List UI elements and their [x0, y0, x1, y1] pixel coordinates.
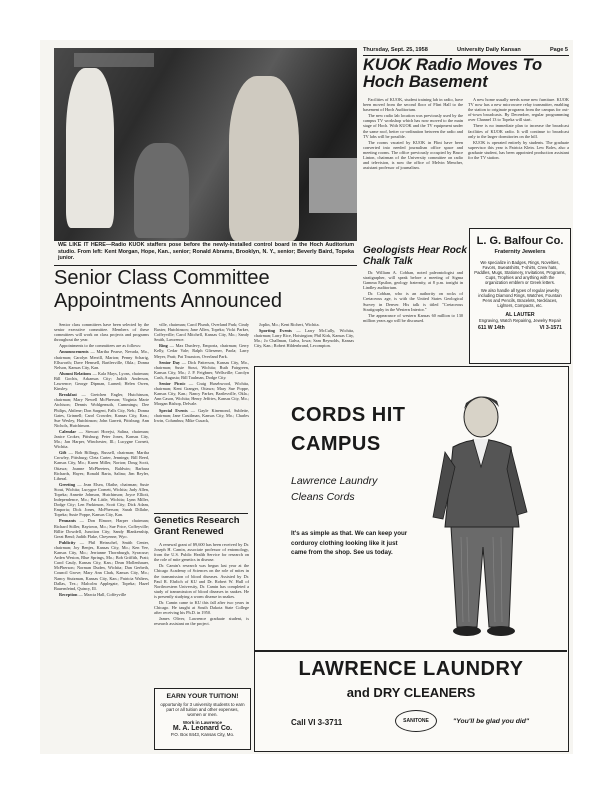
- committee-members: Joplin, Mo.; Kent Richert, Wichita.: [259, 322, 320, 327]
- committee-name: Breakfast: [59, 392, 77, 398]
- wall-panel: [74, 53, 154, 67]
- committee-name: Reception: [59, 591, 78, 597]
- committee-name: Sporting Events: [259, 328, 292, 334]
- tuition-text: opportunity for 3 university students to earn part or all tuition and other expenses, women or men.: [160, 702, 245, 718]
- page-number: Page 5: [549, 47, 568, 53]
- tuition-ad: [154, 688, 251, 750]
- genetics-paragraph: Dr. Camin's research was begun last year at the Chicago Academy of Sciences on the role of mites in the transmission of blood diseases. Assisted by Dr. Paul R. Ehrlich of KU and Dr. Robert W. Hull of Northwestern University, Dr. Camin has completed a study of transmission of blood diseases in snakes. He is presently studying a worm disease in snakes.: [154, 563, 249, 599]
- publication-name: University Daily Kansan: [457, 47, 521, 53]
- balfour-address: 611 W 14th: [478, 325, 505, 331]
- geology-paragraph: Dr. Cobban, who is an authority on rocks of Cretaceous age, is with the United States Geological Survey in Denver. His talk is titled "Cretaceous Stratigraphy in the Western Interior.": [363, 291, 463, 312]
- sanitone-seal: SANITONE: [395, 710, 437, 732]
- laundry-ad: [254, 366, 569, 752]
- senior-intro: Senior class committees have been selected by the senior executive committee. Members of these committees will work on class projects and programs throughout the year.: [54, 322, 149, 343]
- geology-paragraph: The appearance of western Kansas 60 million to 130 million years ago will be discussed.: [363, 312, 463, 323]
- laundry-tagline-2: Cleans Cords: [291, 491, 355, 503]
- balfour-line: We also handle all types of regular jewelry including Diamond Rings, Watches, Fountain Pens and Pencils, Bracelets, Necklaces, Lighters, Compacts, etc.: [478, 288, 562, 308]
- senior-headline: Senior Class Committee Appointments Announced: [54, 267, 282, 312]
- geology-paragraph: Dr. William A. Cobban, noted paleontologist and stratigrapher, will speak before a meeting of Sigma Gamma Epsilon, geology fraternity, at 8 p.m. tonight in Lindley auditorium.: [363, 270, 463, 291]
- committee-name: Ring: [159, 343, 168, 349]
- laundry-pitch: It's as simple as that. We can keep your corduroy clothing looking like it just came from the shop. See us today.: [291, 530, 408, 557]
- kuok-paragraph: KUOK is operated entirely by students. The graduate supervisor this year is Patricia Klein. Lew Boles, also a graduate student, has been appointed production assistant for the TV station.: [468, 139, 569, 161]
- laundry-headline-1: CORDS HIT: [291, 404, 406, 426]
- balfour-subtitle: Fraternity Jewelers: [494, 249, 546, 255]
- committee-name: Announcements: [59, 349, 89, 355]
- geology-headline: Geologists Hear Rock Chalk Talk: [363, 245, 467, 267]
- committee-members: — Gretchen Engler, Hutchinson, chairman; Mary Newell McPherson; Virginia Marie Atchison; Dennis Wohlgemuth, Cummings; Dee Philips, Abilene; Don Sargent, Falls City, Neb.; Donna Gates, Grinnell; Carol Crowder, Kansas City, Kan.; Sue Wesley, Hutchinson; John Garrett, Pittsburg; Ann Nichols, Hutchinson.: [54, 392, 149, 428]
- newspaper-page: [40, 40, 573, 754]
- committee-members: ville, chairman; Carol Plumb, Overland Park; Cindy Baxter, Hutchinson; Jane Allen, Topeka; Vicki Parker, Coffeyville; Carol Mitchell, Kansas City, Mo.; Sandy Smith, Lawrence.: [154, 322, 249, 343]
- tuition-location: Work in Lawrence: [182, 719, 223, 725]
- committee-members: — Kala Mays, Lyons, chairman; Bill Gochis, Arkansas City; Judith Anderson, Lawrence; George Dipman, Larned; Helen Owen, Kinsley.: [54, 370, 149, 392]
- kuok-paragraph: Facilities of KUOK, student training lab in radio, have been moved from the second floor of Flint Hall to the basement of Hoch Auditorium.: [363, 97, 463, 113]
- laundry-tagline-1: Lawrence Laundry: [291, 475, 378, 487]
- committee-name: Alumni Relations: [59, 370, 92, 376]
- kuok-headline: KUOK Radio Moves To Hoch Basement: [363, 56, 543, 91]
- committee-members: — Dick Patterson, Kansas City, Mo., chairman; Susie Stout, Wichita; Ruth Fairgreen, Kansas City, Mo.; J. P. Feigbner, Wellsville; Carolyn Cash, Augusta; Bill Taulman, Dodge City.: [154, 359, 249, 380]
- committee-members: — Stewart Horejsi, Salina, chairman; Janice Croker, Pittsburg; Peter Jones, Kansas City, Mo.; Jan Harper, Winchester, Ill.; Lucygne Cornett, Wichita.: [54, 428, 149, 450]
- committee-name: Pennants: [59, 518, 76, 524]
- committee-members: — Phil Heinschel, Smith Center, chairman; Joy Benjes, Kansas City, Mo.; Ken Yee, Kansas City, Mo.; Jerrianne Thornburgh, Syracuse; Arden Weston, Blue Springs, Mo.; Bob Griffith, Pratt; Carol Cauly, Kansas City, Kan.; Dean Mollenhauer, McPherson; Norman Duden, Wichita; Dan Gerbeth, Council Grove; Mary Ann Clark, Kansas City, Mo.; Nancy Stutzman, Kansas City, Kan.; Patricia Walters, Dallas, Tex.; Malcolm Applegate, Topeka; Hazel Bauernfeind, Quincy, Ill.: [54, 539, 149, 591]
- committee-name: Publicity: [59, 539, 76, 545]
- geology-story: [363, 270, 463, 370]
- balfour-name: L. G. Balfour Co.: [476, 235, 564, 247]
- photo-caption: WE LIKE IT HERE—Radio KUOK staffers pose before the newly-installed control board in the Hoch Auditorium studio. From left: Kent Morgan, Hope, Kan., senior; Ronald Abrams, Brooklyn, N. Y., senior; Beverly Baird, Topeka junior.: [58, 242, 354, 262]
- radio-studio-photo: [54, 48, 357, 241]
- committee-name: Senior Picnic: [159, 381, 186, 387]
- committee-name: Gift: [59, 450, 67, 456]
- laundry-headline-2: CAMPUS: [291, 433, 381, 455]
- committee-members: — Bob Billings, Russell, chairman; Martha Crowley, Pittsburg; Cleta Carter, Jennings; Bill Reed, Kansas City, Mo.; Karen Miller, Norton; Doug Scott, Ottawa; Joanne McPheeters, Baldwin; Barbara Richards, Hayes; Ronald Barta, Salina; Jim Reyler, Liberal.: [54, 450, 149, 481]
- kuok-paragraph: The rooms vacated by KUOK in Flint have been converted into needed journalism office space and meeting rooms. The office previously occupied by Bruce Linton, chairman of the University committee on radio and television, is now the office of Melvin Mencher, assistant professor of journalism.: [363, 139, 463, 171]
- genetics-headline: Genetics Research Grant Renewed: [154, 515, 240, 537]
- tuition-address: P.O. Box 8443, Kansas City, Mo.: [170, 731, 235, 737]
- genetics-paragraph: A renewal grant of $9,600 has been received by Dr. Joseph H. Camin, associate professor of entomology, from the U.S. Public Health Service for research on the role of mite genetics in disease.: [154, 542, 249, 563]
- committee-members: — Martha Pearse, Nevada, Mo., chairman; Carolyn Merrill, Marion; Penny Scharig, Ellsworth; Dave Hemsell, Bartlesville, Okla.; Donna Nelson, Kansas City, Kan.: [54, 349, 149, 370]
- senior-intro: Appointments to the committees are as follows:: [59, 343, 142, 349]
- committee-name: Special Events: [159, 407, 188, 413]
- senior-column-2: [154, 322, 249, 510]
- balfour-ad: [469, 228, 571, 364]
- senior-column-1: [54, 322, 149, 752]
- section-rule: [54, 265, 357, 266]
- laundry-subname: and DRY CLEANERS: [346, 685, 476, 700]
- laundry-phone: Call VI 3-3711: [291, 718, 343, 727]
- committee-members: — Gayle Kinemond, Sublette, chairman; Jane Castilman, Kansas City, Mo.; Charles Irwin, Columbus; Mike Cusack,: [154, 407, 249, 423]
- committee-members: — Marcia Hall, Coffeyville: [78, 591, 127, 597]
- tuition-company: M. A. Leonard Co.: [172, 724, 233, 732]
- committee-members: — Craig Husebwood, Wichita, chairman; Kent Granger, Ottawa; Mary Sue Poppe, Kansas City, Kan.; Nancy Parker, Bartlesville, Okla.; Ann Cason, Wichita; Henry Jeffries, Kansas City, Mo.; Morgan Bishop, Delvale.: [154, 381, 249, 407]
- committee-name: Calendar: [59, 428, 77, 434]
- kuok-paragraph: The new radio lab location was previously used by the campus TV workshop which has now moved to the main stage of Hoch. With KUOK and the TV equipment under the same roof, better co-ordination between the radio and TV labs will be possible.: [363, 113, 463, 139]
- genetics-story: [154, 542, 249, 688]
- photo-figure-middle: [134, 143, 189, 238]
- man-in-cords-illustration: [423, 387, 543, 642]
- section-rule: [154, 513, 248, 514]
- genetics-paragraph: James Oliver, Lawrence graduate student, is research assistant on the project.: [154, 616, 249, 627]
- page-header: [363, 47, 568, 53]
- committee-name: Greeting: [59, 481, 76, 487]
- kuok-paragraph: A new home usually needs some new furniture. KUOK TV now has a new microwave relay transmitter, enabling the station to originate programs from the campus for out-of-town broadcasts. By December, regular programming over Channel 13 to Topeka will start.: [468, 97, 569, 123]
- committee-members: — Max Dunlevy, Emporia, chairman; Gerry Kelly, Cedar Vale; Ralph Gliesener, Paola; Larry Meyer, Pratt; Pat Truaxton, Overland Park.: [154, 343, 249, 359]
- photo-figure-left: [66, 68, 114, 228]
- ad-divider: [255, 650, 567, 652]
- genetics-paragraph: Dr. Camin came to KU this fall after two years in Chicago. He taught at South Dakota State College after receiving his Ph.D. in 1950.: [154, 600, 249, 616]
- balfour-line: We specialize in Badges, Rings, Novelties, Favors, Sweatshirts, T-shirts, Crew hats, Paddles, Mugs, Stationery, Invitations, Programs, Cups, Trophies and anything with the organization emblem or Greek letters.: [474, 260, 566, 285]
- laundry-name: LAWRENCE LAUNDRY: [298, 658, 524, 680]
- balfour-phone: VI 3-1571: [539, 325, 562, 331]
- balfour-services: Engraving, Watch Repairing, Jewelry Repair: [478, 318, 561, 323]
- tuition-title: EARN YOUR TUITION!: [166, 693, 239, 700]
- photo-figure-right: [229, 76, 299, 241]
- laundry-slogan: "You'll be glad you did": [453, 718, 530, 725]
- issue-date: Thursday, Sept. 25, 1958: [363, 47, 428, 53]
- kuok-paragraph: There is no immediate plan to increase the broadcast facilities of KUOK radio. It will continue to broadcast only to the larger dormitories on the hill.: [468, 123, 569, 139]
- committee-members: — Larry McCully, Wichita, chairman; Larry Rice, Hoisington; Phil Kirk, Kansas City, Mo.; Jo Challman, Galva, Iowa; Sam Reynolds, Kansas City, Kan.; Robert Hildenbrand, Lecompton.: [254, 328, 354, 349]
- kuok-column-2: [468, 97, 569, 225]
- committee-members: — Jean Elsea, Olathe, chairman; Susie Stout, Wichita; Lucygne Cornett, Wichita; Judy Allen, Topeka; Annette Johnson, Hutchinson; Joyce Elliott, Independence, Mo.; Pat Little, Wichita; Lynn Miller, Dodge City; Len Parkinson, Scott City; Dick Adam, Emporia; Dick Jones, McPherson; Sarah Dillahe, Topeka; Susie Poppe, Kansas City, Kan.: [54, 481, 149, 518]
- committee-name: Senior Day: [159, 359, 181, 365]
- balfour-contact: AL LAUTER: [505, 312, 535, 318]
- committee-members: — Don Elmore, Harper chairman; Richard Stiller, Raytown, Mo.; Sue Price, Coffeyville; Billie Dowdell, Junction City; Sandy Blankenship, Great Bend; Judith Flake, Cheyenne, Wyo.: [54, 518, 149, 539]
- control-board: [309, 158, 357, 213]
